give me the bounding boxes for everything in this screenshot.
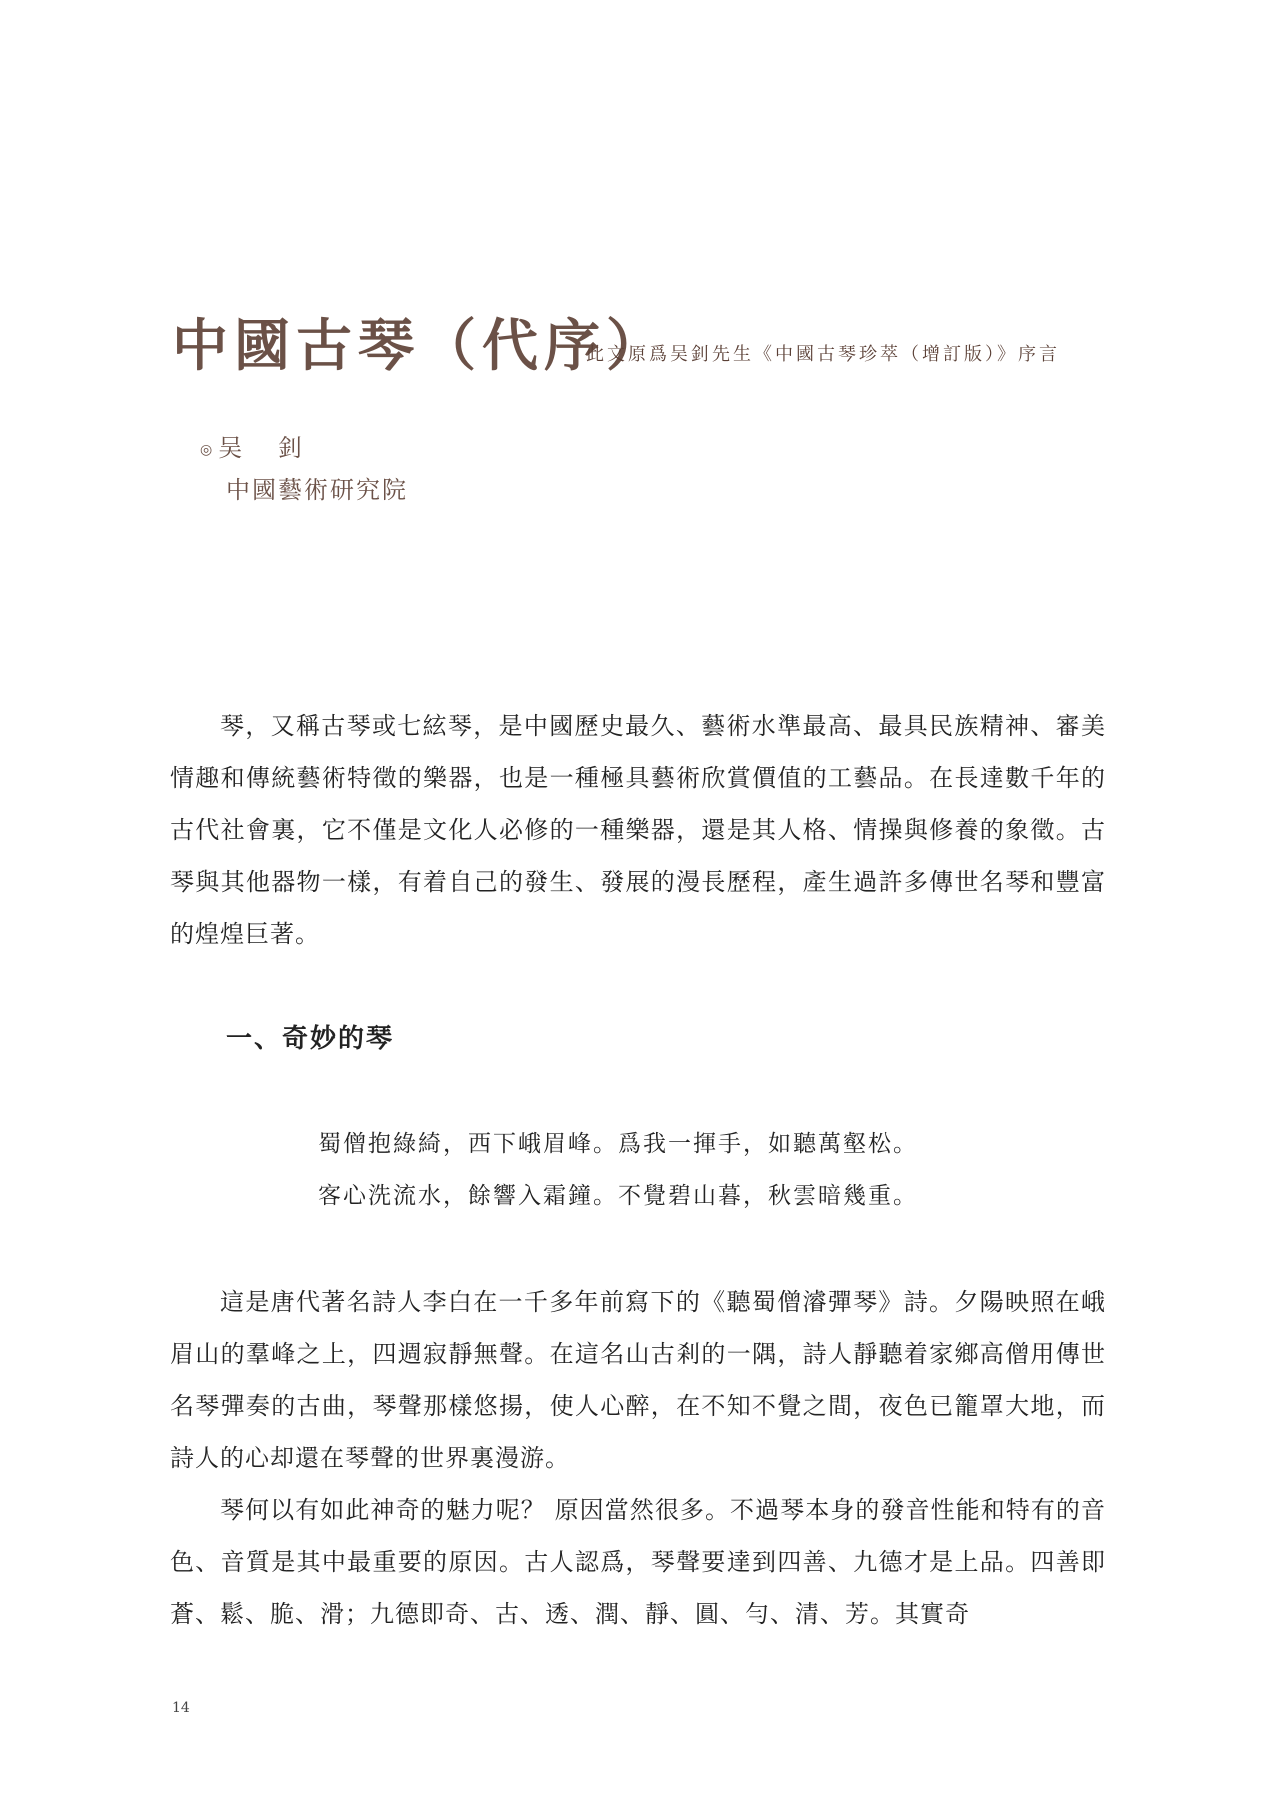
intro-paragraph: 琴，又稱古琴或七絃琴，是中國歷史最久、藝術水準最高、最具民族精神、審美情趣和傳統藝術特徵的樂器，也是一種極具藝術欣賞價值的工藝品。在長達數千年的古代社會裏，它不僅是文化人必修的一種樂器，還是其人格、情操與修養的象徵。古琴與其他器物一樣，有着自己的發生、發展的漫長歷程，產生過許多傳世名琴和豐富的煌煌巨著。: [170, 712, 1106, 948]
author-block: [200, 428, 408, 510]
preface-source-note: 此文原爲吴釗先生《中國古琴珍萃（增訂版）》序言: [586, 344, 1060, 365]
author-line: [200, 428, 408, 470]
author-affiliation: 中國藝術研究院: [226, 475, 408, 504]
body-paragraph: 這是唐代著名詩人李白在一千多年前寫下的《聽蜀僧濬彈琴》詩。夕陽映照在峨眉山的羣峰之上，四週寂靜無聲。在這名山古剎的一隅，詩人靜聽着家鄉高僧用傳世名琴彈奏的古曲，琴聲那樣悠揚，使人心醉，在不知不覺之間，夜色已籠罩大地，而詩人的心却還在琴聲的世界裏漫游。: [170, 1288, 1106, 1472]
page-title: 中國古琴（代序）: [172, 313, 668, 379]
author-name: 吴 釗: [218, 434, 309, 462]
poem-line: 客心洗流水，餘響入霜鐘。不覺碧山暮，秋雲暗幾重。: [318, 1183, 918, 1209]
body-paragraph: 琴何以有如此神奇的魅力呢？ 原因當然很多。不過琴本身的發音性能和特有的音色、音質是其中最重要的原因。古人認爲，琴聲要達到四善、九德才是上品。四善即蒼、鬆、脆、滑；九德即奇、古、透、潤、靜、圓、勻、清、芳。其實奇: [170, 1496, 1106, 1628]
section-heading: 一、奇妙的琴: [226, 1024, 395, 1054]
bullet-circle-icon: ◎: [200, 441, 213, 458]
poem-block: [318, 1118, 918, 1222]
poem-line: 蜀僧抱綠綺，西下峨眉峰。爲我一揮手，如聽萬壑松。: [318, 1131, 918, 1157]
page-number: 14: [172, 1700, 190, 1716]
